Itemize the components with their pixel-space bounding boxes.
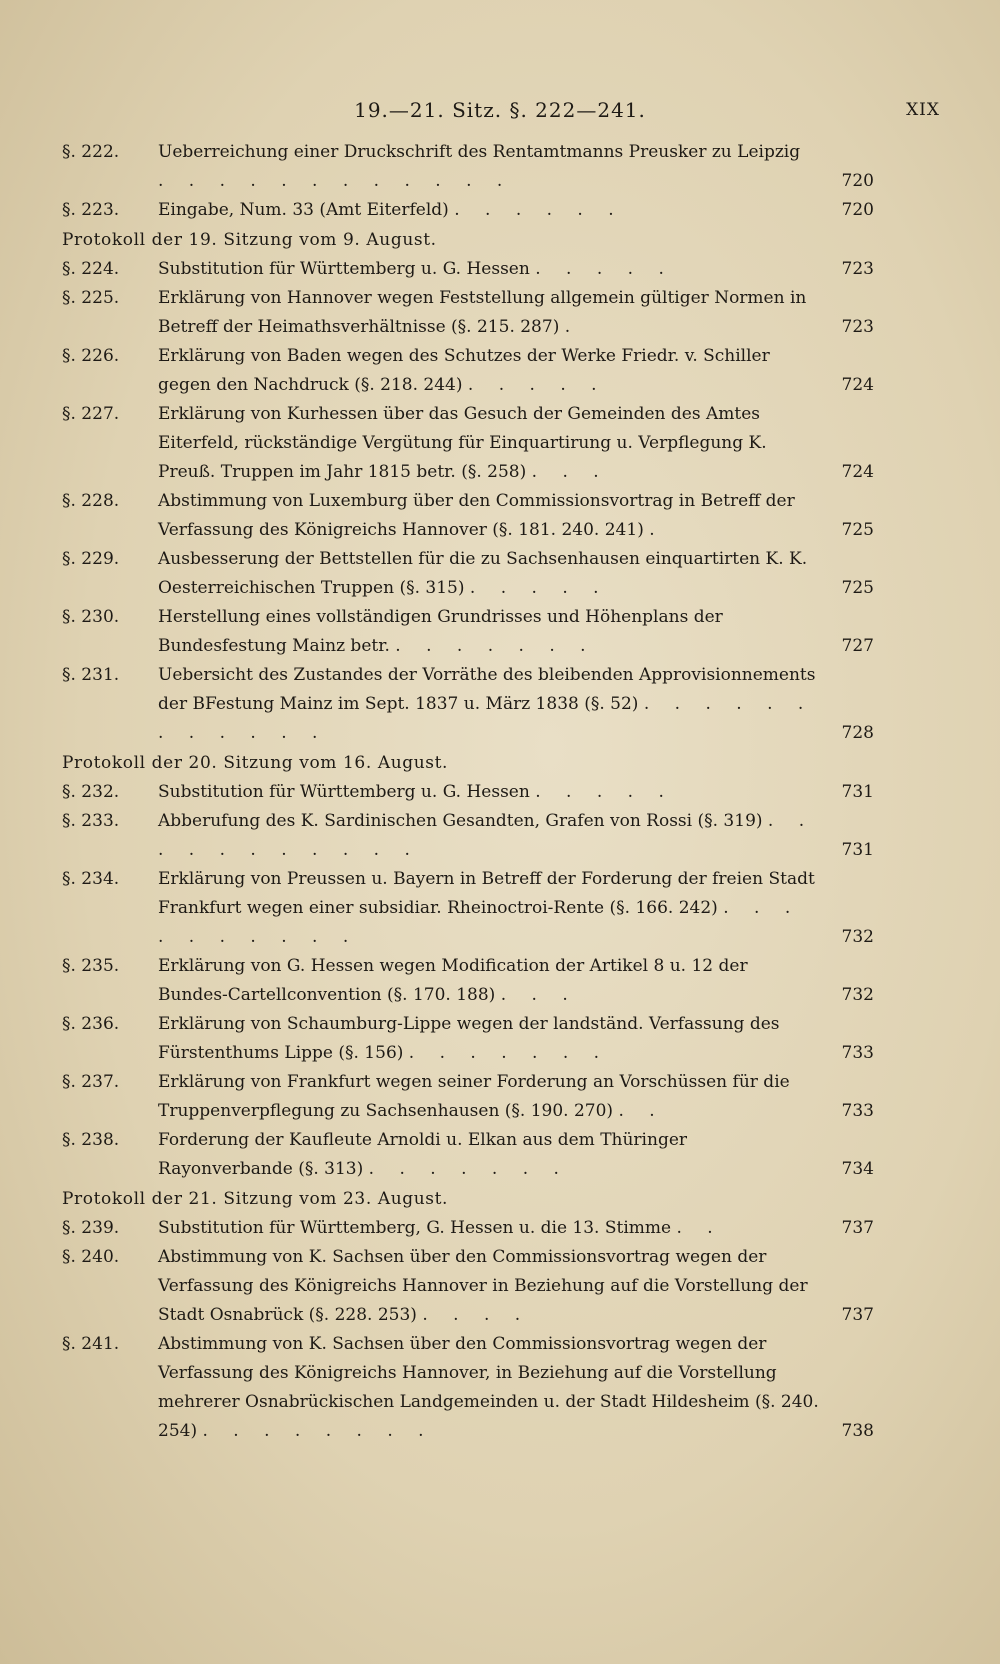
toc-entry — [62, 1330, 874, 1446]
section-number: §. 228. — [62, 491, 120, 511]
toc-entry — [62, 255, 874, 284]
section-number: §. 233. — [62, 811, 120, 831]
page-number: 723 — [841, 317, 874, 337]
leader-dots: . . — [618, 1101, 665, 1121]
section-number: §. 231. — [62, 665, 120, 685]
section-number: §. 237. — [62, 1072, 120, 1092]
entry-text — [158, 342, 874, 400]
page-number: 728 — [841, 723, 874, 743]
protocol-heading: Protokoll der 19. Sitzung vom 9. August. — [62, 230, 437, 250]
entry-title: Erklärung von Hannover wegen Feststellung allgemein gültiger Normen in Betreff der Heimathsverhältnisse (§. 215. 287) — [158, 288, 807, 337]
section-number: §. 227. — [62, 404, 120, 424]
entry-title: Abstimmung von K. Sachsen über den Commissionsvortrag wegen der Verfassung des Königreichs Hannover in Beziehung auf die Vorstellung der Stadt Osnabrück (§. 228. 253) — [158, 1247, 808, 1325]
entry-title: Erklärung von G. Hessen wegen Modification der Artikel 8 u. 12 der Bundes-Cartellconvention (§. 170. 188) — [158, 956, 748, 1005]
entry-text — [158, 865, 874, 952]
entry-text — [158, 545, 874, 603]
page-number: 724 — [841, 462, 874, 482]
entry-title: Substitution für Württemberg, G. Hessen u. die 13. Stimme — [158, 1218, 672, 1238]
section-number: §. 235. — [62, 956, 120, 976]
section-number: §. 225. — [62, 288, 120, 308]
section-number: §. 222. — [62, 142, 120, 162]
entry-text — [158, 661, 874, 748]
toc-entry — [62, 603, 874, 661]
toc-entry — [62, 1010, 874, 1068]
leader-dots: . . . . . . . . . . . — [158, 811, 815, 860]
entry-text — [158, 1126, 874, 1184]
toc-entry — [62, 400, 874, 487]
leader-dots: . . . . . . . — [408, 1043, 610, 1063]
entry-title: Erklärung von Preussen u. Bayern in Betreff der Forderung der freien Stadt Frankfurt wegen einer subsidiar. Rheinoctroi-Rente (§. 166. 242) — [158, 869, 815, 918]
entry-title: Uebersicht des Zustandes der Vorräthe des bleibenden Approvisionnements der BFestung Mainz im Sept. 1837 u. März 1838 (§. 52) — [158, 665, 816, 714]
entry-text — [158, 1010, 874, 1068]
protocol-heading: Protokoll der 20. Sitzung vom 16. August. — [62, 753, 449, 773]
page-number: 720 — [841, 171, 874, 191]
section-number: §. 230. — [62, 607, 120, 627]
section-number: §. 226. — [62, 346, 120, 366]
entry-title: Erklärung von Schaumburg-Lippe wegen der landständ. Verfassung des Fürstenthums Lippe (§. 156) — [158, 1014, 780, 1063]
page-number: 724 — [841, 375, 874, 395]
protocol-heading: Protokoll der 21. Sitzung vom 23. August. — [62, 1189, 449, 1209]
entry-title: Substitution für Württemberg u. G. Hessen — [158, 782, 530, 802]
toc-entry — [62, 661, 874, 748]
entry-text — [158, 255, 874, 284]
section-number: §. 241. — [62, 1334, 120, 1354]
entry-title: Herstellung eines vollständigen Grundrisses und Höhenplans der Bundesfestung Mainz betr. — [158, 607, 723, 656]
toc-entry — [62, 487, 874, 545]
entry-title: Erklärung von Baden wegen des Schutzes der Werke Friedr. v. Schiller gegen den Nachdruck (§. 218. 244) — [158, 346, 770, 395]
page-number: 737 — [841, 1218, 874, 1238]
page-number: 723 — [841, 259, 874, 279]
leader-dots: . . . — [531, 462, 609, 482]
section-number: §. 234. — [62, 869, 120, 889]
leader-dots: . . . . . — [535, 782, 674, 802]
section-number: §. 236. — [62, 1014, 120, 1034]
section-number: §. 238. — [62, 1130, 120, 1150]
leader-dots: . . . . . — [469, 578, 609, 598]
leader-dots: . . . . — [422, 1305, 531, 1325]
entry-text — [158, 400, 874, 487]
leader-dots: . . . . . . . — [368, 1159, 569, 1179]
leader-dots: . . . . . . . . . . . . — [158, 171, 513, 191]
page-number: 725 — [841, 520, 874, 540]
toc-entry — [62, 138, 874, 196]
entry-title: Forderung der Kaufleute Arnoldi u. Elkan aus dem Thüringer Rayonverbande (§. 313) — [158, 1130, 688, 1179]
leader-dots: . — [564, 317, 581, 337]
toc-entry — [62, 807, 874, 865]
entry-text — [158, 807, 874, 865]
leader-dots: . . . . . . . . . . . . — [158, 694, 814, 743]
page-number: 725 — [841, 578, 874, 598]
section-number: §. 224. — [62, 259, 120, 279]
entry-title: Erklärung von Kurhessen über das Gesuch der Gemeinden des Amtes Eiterfeld, rückständige Vergütung für Einquartirung u. Verpflegung K. Preuß. Truppen im Jahr 1815 betr. (§. 258) — [158, 404, 767, 482]
section-number: §. 240. — [62, 1247, 120, 1267]
page-number: 737 — [841, 1305, 874, 1325]
entry-text — [158, 603, 874, 661]
toc-entry — [62, 284, 874, 342]
toc-entry — [62, 342, 874, 400]
entry-title: Erklärung von Frankfurt wegen seiner Forderung an Vorschüssen für die Truppenverpflegung zu Sachsenhausen (§. 190. 270) — [158, 1072, 790, 1121]
page-number: 720 — [841, 200, 874, 220]
toc-entry — [62, 1126, 874, 1184]
entry-title: Eingabe, Num. 33 (Amt Eiterfeld) — [158, 200, 449, 220]
table-of-contents — [62, 138, 874, 1446]
entry-title: Ausbesserung der Bettstellen für die zu Sachsenhausen einquartirten K. K. Oesterreichischen Truppen (§. 315) — [158, 549, 808, 598]
leader-dots: . . . . . . . . — [202, 1421, 434, 1441]
entry-text — [158, 487, 874, 545]
toc-entry — [62, 1243, 874, 1330]
entry-text — [158, 1243, 874, 1330]
entry-title: Substitution für Württemberg u. G. Hessen — [158, 259, 530, 279]
leader-dots: . . . . . — [467, 375, 607, 395]
entry-text — [158, 1214, 874, 1243]
leader-dots: . . — [676, 1218, 723, 1238]
page-number: 733 — [841, 1043, 874, 1063]
leader-dots: . . . . . . — [454, 200, 624, 220]
section-number: §. 229. — [62, 549, 120, 569]
header-title: 19.—21. Sitz. §. 222—241. — [354, 98, 646, 122]
page-number-roman: XIX — [906, 100, 940, 120]
entry-text — [158, 1330, 874, 1446]
toc-entry — [62, 865, 874, 952]
entry-text — [158, 138, 874, 196]
leader-dots: . . . . . — [535, 259, 674, 279]
page-number: 731 — [841, 782, 874, 802]
section-number: §. 223. — [62, 200, 120, 220]
section-number: §. 232. — [62, 782, 120, 802]
entry-text — [158, 284, 874, 342]
page-number: 732 — [841, 985, 874, 1005]
entry-text — [158, 1068, 874, 1126]
page-number: 734 — [841, 1159, 874, 1179]
toc-entry — [62, 545, 874, 603]
toc-entry — [62, 1068, 874, 1126]
entry-text — [158, 952, 874, 1010]
toc-entry — [62, 196, 874, 225]
toc-entry — [62, 952, 874, 1010]
entry-title: Abstimmung von Luxemburg über den Commissionsvortrag in Betreff der Verfassung des Königreichs Hannover (§. 181. 240. 241) — [158, 491, 795, 540]
section-number: §. 239. — [62, 1218, 120, 1238]
page-number: 731 — [841, 840, 874, 860]
page-number: 727 — [841, 636, 874, 656]
leader-dots: . . . . . . . . . . — [158, 898, 801, 947]
entry-text — [158, 778, 874, 807]
entry-text — [158, 196, 874, 225]
entry-title: Abstimmung von K. Sachsen über den Commissionsvortrag wegen der Verfassung des Königreichs Hannover, in Beziehung auf die Vorstellung mehrerer Osnabrückischen Landgemeinden u. der Stadt Hildesheim (§. 240. 254) — [158, 1334, 819, 1441]
leader-dots: . . . — [500, 985, 578, 1005]
toc-entry — [62, 1214, 874, 1243]
page-number: 732 — [841, 927, 874, 947]
page-number: 738 — [841, 1421, 874, 1441]
entry-title: Abberufung des K. Sardinischen Gesandten, Grafen von Rossi (§. 319) — [158, 811, 763, 831]
leader-dots: . . . . . . . — [395, 636, 596, 656]
leader-dots: . — [649, 520, 665, 540]
page-number: 733 — [841, 1101, 874, 1121]
entry-title: Ueberreichung einer Druckschrift des Rentamtmanns Preusker zu Leipzig — [158, 142, 801, 162]
running-header — [60, 98, 940, 128]
toc-entry — [62, 778, 874, 807]
